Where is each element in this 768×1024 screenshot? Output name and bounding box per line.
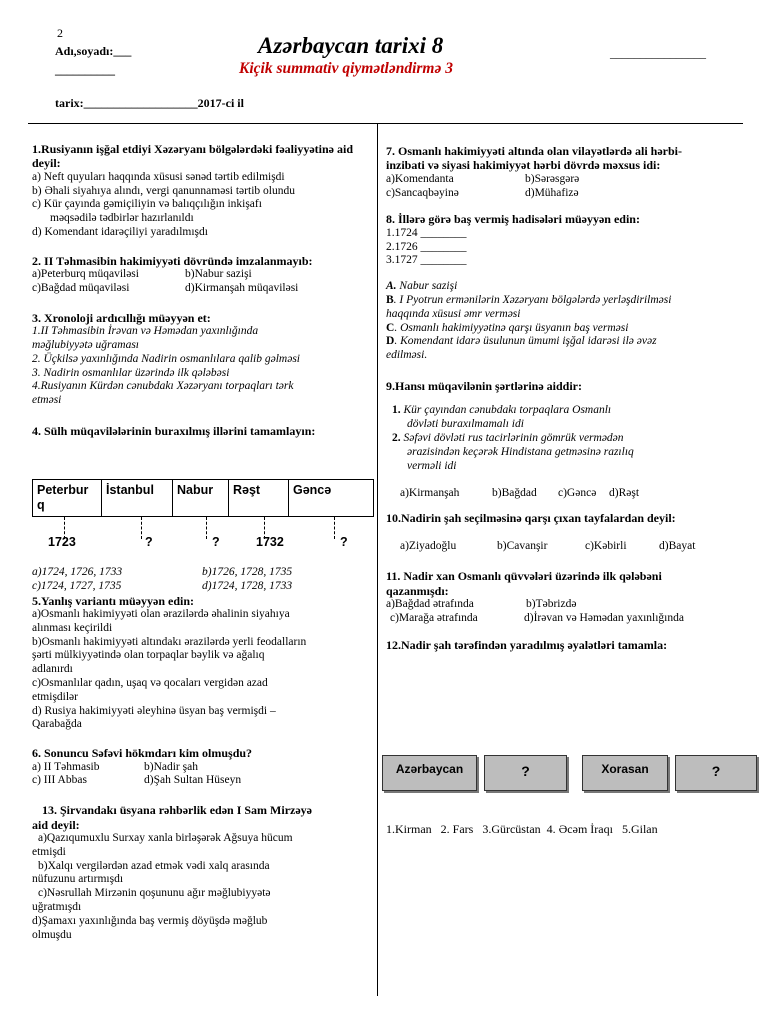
question-8-year-3[interactable]: 3.1727 ________: [386, 254, 467, 267]
question-13-title: 13. Şirvandakı üsyana rəhbərlik edən I Sam Mirzəyə: [42, 803, 313, 818]
province-box-blank-1[interactable]: ?: [484, 755, 567, 791]
question-8-event-b-cont: haqqında xüsusi əmr verməsi: [386, 307, 521, 320]
question-13-title-cont: aid deyil:: [32, 817, 80, 832]
question-13-option-a[interactable]: a)Qazıqumuxlu Surxay xanla birləşərək Ağsuya hücum: [38, 831, 293, 844]
page-title: Azərbaycan tarixi 8: [258, 33, 444, 58]
left-column: [32, 142, 372, 438]
question-3-item-2: 2. Üçkilsə yaxınlığında Nadirin osmanlılara qalib gəlməsi: [32, 352, 300, 365]
question-10-option-b[interactable]: b)Cavanşir: [497, 539, 548, 552]
question-3-item-4-cont: etməsi: [32, 394, 62, 407]
question-5-option-d[interactable]: d) Rusiya hakimiyyəti əleyhinə üsyan baş vermişdi –: [32, 704, 276, 717]
question-9-option-b[interactable]: b)Bağdad: [492, 487, 537, 500]
question-5-option-b-cont: adlanırdı: [32, 663, 73, 676]
question-1-option-c[interactable]: c) Kür çayında gəmiçiliyin və balıqçılığın inkişafı: [32, 198, 262, 211]
header-divider: [28, 123, 743, 124]
question-1-option-a[interactable]: a) Neft quyuları haqqında xüsusi sənəd tərtib edilmişdi: [32, 170, 285, 183]
question-12: [386, 638, 746, 652]
question-3-item-1-cont: məğlubiyyətə uğraması: [32, 338, 139, 351]
question-4-option-c[interactable]: c)1724, 1727, 1735: [32, 579, 122, 592]
question-9-item-2-cont: verməli idi: [407, 459, 457, 472]
timeline-year-5: ?: [340, 535, 348, 549]
province-box-azerbaycan: Azərbaycan: [382, 755, 477, 791]
question-9: [386, 379, 746, 501]
question-11-option-c[interactable]: c)Marağa ətrafında: [390, 611, 478, 624]
question-13-option-a-cont: etmişdi: [32, 845, 66, 858]
question-5-option-c[interactable]: c)Osmanlılar qadın, uşaq və qocaları vergidən azad: [32, 676, 268, 689]
question-8-event-b: . I Pyotrun ermənilərin Xəzəryanı bölgələrdə yerləşdirilməsi: [393, 293, 672, 306]
question-4-option-b[interactable]: b)1726, 1728, 1735: [202, 566, 293, 578]
question-9-option-d[interactable]: d)Rəşt: [609, 487, 640, 500]
question-7-option-a[interactable]: a)Komendanta: [386, 172, 454, 185]
question-5-option-b[interactable]: b)Osmanlı hakimiyyəti altındakı ərazilərdə yerli feodalların: [32, 635, 307, 648]
question-1-option-b[interactable]: b) Əhali siyahıya alındı, vergi qanunnaməsi tərtib olundu: [32, 184, 295, 197]
question-8-event-d: . Komendant idarə üsulunun ümumi işğal idarəsi ilə əvəz: [394, 335, 657, 348]
question-2-option-c[interactable]: c)Bağdad müqaviləsi: [32, 281, 130, 294]
question-13-option-b[interactable]: b)Xalqı vergilərdən azad etmək vədi xalq arasında: [38, 859, 270, 872]
question-12-title: 12.Nadir şah tərəfindən yaradılmış əyalətləri tamamla:: [386, 637, 668, 652]
question-8-event-c: . Osmanlı hakimiyyətinə qarşı üsyanın baş verməsi: [394, 321, 629, 334]
page-number: 2: [57, 26, 63, 40]
question-9-option-a[interactable]: a)Kirmanşah: [400, 487, 460, 500]
question-13-option-d-cont: olmuşdu: [32, 928, 72, 941]
name-label: Adı,soyadı:___: [55, 44, 132, 58]
question-1-option-c-cont: məqsədilə tədbirlər hazırlanıldı: [50, 212, 194, 225]
question-11-title-cont: qazanmışdı:: [386, 583, 449, 598]
question-8-event-d-cont: edilməsi.: [386, 349, 428, 362]
timeline-year-4: 1732: [256, 535, 284, 549]
question-5-option-b-cont: şərti mülkiyyətində olan torpaqlar bəylik və ağalıq: [32, 649, 265, 662]
question-9-item-2-cont: ərazisindən keçərək Hindistana getməsinə razılıq: [407, 445, 634, 458]
right-column: [386, 144, 746, 652]
question-9-title: 9.Hansı müqavilənin şərtlərinə aiddir:: [386, 378, 583, 393]
question-5: [32, 594, 372, 733]
question-13-option-c[interactable]: c)Nəsrullah Mirzənin qoşununu ağır məğlubiyyətə: [38, 887, 271, 900]
question-5-option-c-cont: etmişdilər: [32, 690, 78, 703]
timeline-year-2: ?: [145, 535, 153, 549]
question-3: [32, 311, 372, 408]
question-8-key-c: C: [386, 321, 395, 334]
question-9-item-2: Səfəvi dövləti rus tacirlərinin gömrük vermədən: [403, 431, 624, 444]
question-7-option-b[interactable]: b)Sərəsgərə: [525, 172, 580, 185]
timeline-cell-rest: Rəşt: [229, 480, 289, 516]
question-3-title: 3. Xronoloji ardıcıllığı müəyyən et:: [32, 310, 211, 325]
question-11-title: 11. Nadir xan Osmanlı qüvvələri üzərində ilk qələbəni: [386, 569, 662, 584]
question-7-option-d[interactable]: d)Mühafizə: [525, 186, 579, 199]
timeline-year-1: 1723: [48, 535, 76, 549]
timeline-cell-nabur: Nabur: [173, 480, 229, 516]
timeline-year-3: ?: [212, 535, 220, 549]
question-8-year-2[interactable]: 2.1726 ________: [386, 240, 467, 253]
question-8: [386, 212, 746, 363]
question-5-option-a[interactable]: a)Osmanlı hakimiyyəti olan ərazilərdə əhalinin siyahıya: [32, 607, 290, 620]
question-4-option-d[interactable]: d)1724, 1728, 1733: [202, 579, 293, 592]
treaty-timeline: [32, 479, 374, 517]
question-10-option-d[interactable]: d)Bayat: [659, 539, 696, 552]
question-10-option-c[interactable]: c)Kəbirli: [585, 539, 627, 552]
question-6-option-d[interactable]: d)Şah Sultan Hüseyn: [144, 774, 242, 787]
question-2-option-b[interactable]: b)Nabur sazişi: [185, 268, 252, 281]
question-7-option-c[interactable]: c)Sancaqbəyinə: [386, 186, 459, 199]
question-13-option-b-cont: nüfuzunu artırmışdı: [32, 873, 124, 886]
question-4-option-a[interactable]: a)1724, 1726, 1733: [32, 566, 123, 578]
question-3-item-1: 1.II Təhmasibin İrəvan və Həmədan yaxınlığında: [32, 325, 259, 338]
question-3-item-4: 4.Rusiyanın Kürdən cənubdakı Xəzəryanı torpaqları tərk: [32, 380, 294, 393]
question-4-title: 4. Sülh müqavilələrinin buraxılmış illərini tamamlayın:: [32, 423, 316, 438]
question-13-option-c-cont: uğratmışdı: [32, 900, 82, 913]
question-9-item-1-number: 1.: [392, 404, 401, 417]
question-2: [32, 254, 372, 296]
question-8-key-a: A.: [386, 280, 397, 293]
question-5-title: 5.Yanlış variantı müəyyən edin:: [32, 593, 195, 608]
question-6-title: 6. Sonuncu Səfəvi hökmdarı kim olmuşdu?: [32, 746, 253, 761]
question-6-option-c[interactable]: c) III Abbas: [32, 774, 87, 787]
question-13: [32, 803, 372, 942]
question-10-option-a[interactable]: a)Ziyadoğlu: [400, 539, 457, 552]
timeline-tick: [334, 517, 336, 539]
question-10-title: 10.Nadirin şah seçilməsinə qarşı çıxan tayfalardan deyil:: [386, 511, 676, 526]
province-box-xorasan: Xorasan: [582, 755, 668, 791]
question-11-option-b[interactable]: b)Təbrizdə: [526, 598, 577, 611]
question-2-title: 2. II Təhmasibin hakimiyyəti dövründə imzalanmayıb:: [32, 253, 313, 268]
question-13-option-d[interactable]: d)Şamaxı yaxınlığında baş vermiş döyüşdə məğlub: [32, 914, 268, 927]
question-11: [386, 569, 746, 625]
column-divider: [377, 124, 378, 996]
question-5-option-a-cont: alınması keçirildi: [32, 621, 113, 634]
question-12-options: 1.Kirman 2. Fars 3.Gürcüstan 4. Əcəm İraqı 5.Gilan: [386, 822, 658, 836]
question-1: [32, 142, 372, 240]
question-2-option-d[interactable]: d)Kirmanşah müqaviləsi: [185, 281, 299, 294]
province-box-blank-2[interactable]: ?: [675, 755, 757, 791]
question-4: [32, 424, 372, 438]
timeline-tick: [141, 517, 143, 539]
question-9-item-1: Kür çayından cənubdakı torpaqlara Osmanlı: [403, 404, 612, 417]
question-8-year-1[interactable]: 1.1724 ________: [386, 226, 467, 239]
question-6-option-b[interactable]: b)Nadir şah: [144, 760, 198, 773]
question-9-item-2-number: 2.: [392, 431, 401, 444]
question-8-title: 8. İllərə görə baş vermiş hadisələri müəyyən edin:: [386, 212, 640, 227]
left-column-lower: [32, 566, 372, 942]
question-7-title: 7. Osmanlı hakimiyyəti altında olan vilayətlərdə ali hərbi-: [386, 144, 683, 158]
question-3-item-3: 3. Nadirin osmanlılar üzərində ilk qələbəsi: [32, 366, 230, 379]
question-2-option-a[interactable]: a)Peterburq müqaviləsi: [32, 268, 139, 281]
page-subtitle: Kiçik summativ qiymətləndirmə 3: [239, 60, 453, 77]
question-8-key-d: D: [386, 335, 395, 348]
name-line: __________: [55, 63, 115, 77]
question-11-option-d[interactable]: d)İrəvan və Həmədan yaxınlığında: [524, 611, 684, 624]
timeline-cell-peterburq: Peterbur q: [33, 480, 102, 516]
question-6-option-a[interactable]: a) II Təhmasib: [32, 760, 100, 773]
question-9-item-1-cont: dövləti buraxılmamalı idi: [407, 418, 524, 431]
question-10: [386, 511, 746, 553]
timeline-tick: [206, 517, 208, 539]
date-label: tarix:___________________2017-ci il: [55, 96, 244, 110]
timeline-cell-istanbul: İstanbul: [102, 480, 173, 516]
question-8-key-b: B: [386, 293, 394, 306]
question-11-option-a[interactable]: a)Bağdad ətrafında: [386, 598, 474, 611]
question-9-option-c[interactable]: c)Gəncə: [558, 487, 597, 500]
question-5-option-d-cont: Qarabağda: [32, 718, 82, 731]
question-1-title: 1.Rusiyanın işğal etdiyi Xəzəryanı bölgələrdəki fəaliyyətinə aid deyil:: [32, 142, 353, 171]
question-1-option-d[interactable]: d) Komendant idarəçiliyi yaradılmışdı: [32, 225, 208, 238]
question-7-title-cont: inzibati və siyasi hakimiyyət hərbi dövrdə məxsus idi:: [386, 158, 661, 173]
timeline-cell-gence: Gəncə: [293, 483, 332, 497]
title-right-line: ________________: [610, 46, 706, 60]
question-8-event-a: Nabur sazişi: [396, 280, 458, 293]
question-6: [32, 746, 372, 788]
question-7: [386, 144, 746, 200]
